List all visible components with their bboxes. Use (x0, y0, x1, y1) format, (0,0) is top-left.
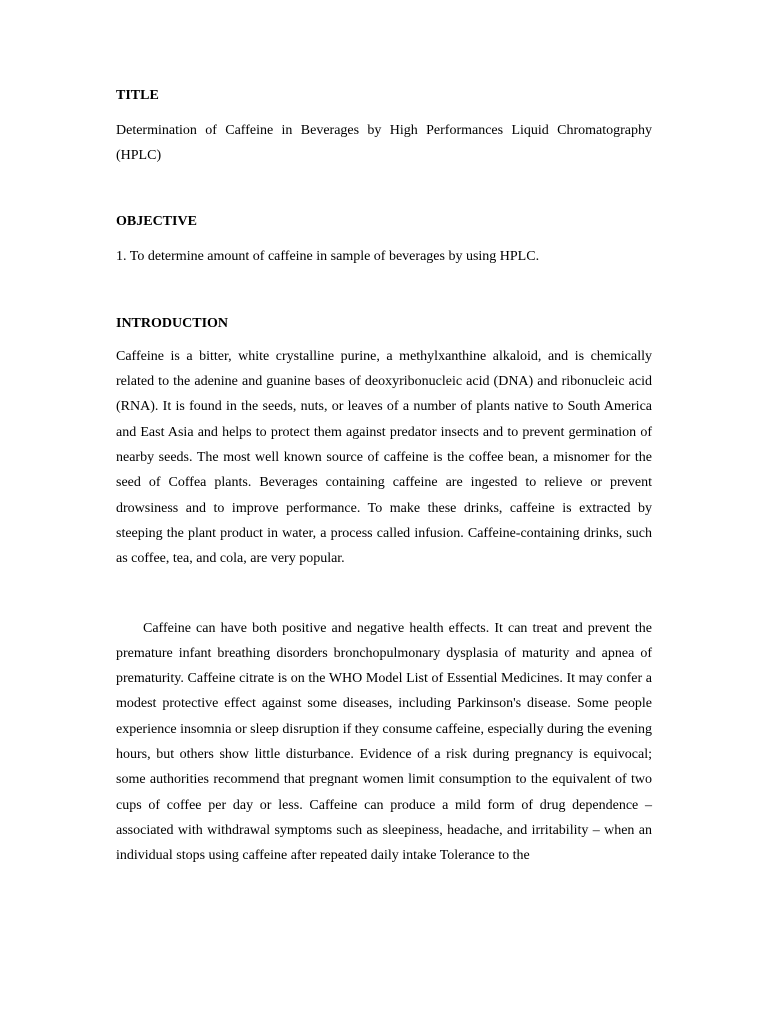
document-page (116, 86, 652, 869)
introduction-heading: INTRODUCTION (116, 315, 229, 331)
objective-item: 1. To determine amount of caffeine in sample of beverages by using HPLC. (116, 248, 540, 264)
title-heading: TITLE (116, 88, 159, 103)
objective-heading: OBJECTIVE (116, 213, 197, 229)
title-text: Determination of Caffeine in Beverages by High Performances Liquid Chromatography (HPLC) (116, 123, 652, 164)
introduction-paragraph-1: Caffeine is a bitter, white crystalline purine, a methylxanthine alkaloid, and is chemically related to the adenine and guanine bases of deoxyribonucleic acid (DNA) and ribonucleic acid (RNA). It is found in the seeds, nuts, or leaves of a number of plants native to South America and East Asia and helps to protect them against predator insects and to prevent germination of nearby seeds. The most well known source of caffeine is the coffee bean, a misnomer for the seed of Coffea plants. Beverages containing caffeine are ingested to relieve or prevent drowsiness and to improve performance. To make these drinks, caffeine is extracted by steeping the plant product in water, a process called infusion. Caffeine-containing drinks, such as coffee, tea, and cola, are very popular. (116, 348, 652, 567)
introduction-paragraph-2: Caffeine can have both positive and negative health effects. It can treat and prevent the premature infant breathing disorders bronchopulmonary dysplasia of maturity and apnea of prematurity. Caffeine citrate is on the WHO Model List of Essential Medicines. It may confer a modest protective effect against some diseases, including Parkinson's disease. Some people experience insomnia or sleep disruption if they consume caffeine, especially during the evening hours, but others show little disturbance. Evidence of a risk during pregnancy is equivocal; some authorities recommend that pregnant women limit consumption to the equivalent of two cups of coffee per day or less. Caffeine can produce a mild form of drug dependence – associated with withdrawal symptoms such as sleepiness, headache, and irritability – when an individual stops using caffeine after repeated daily intake Tolerance to the (116, 620, 652, 864)
